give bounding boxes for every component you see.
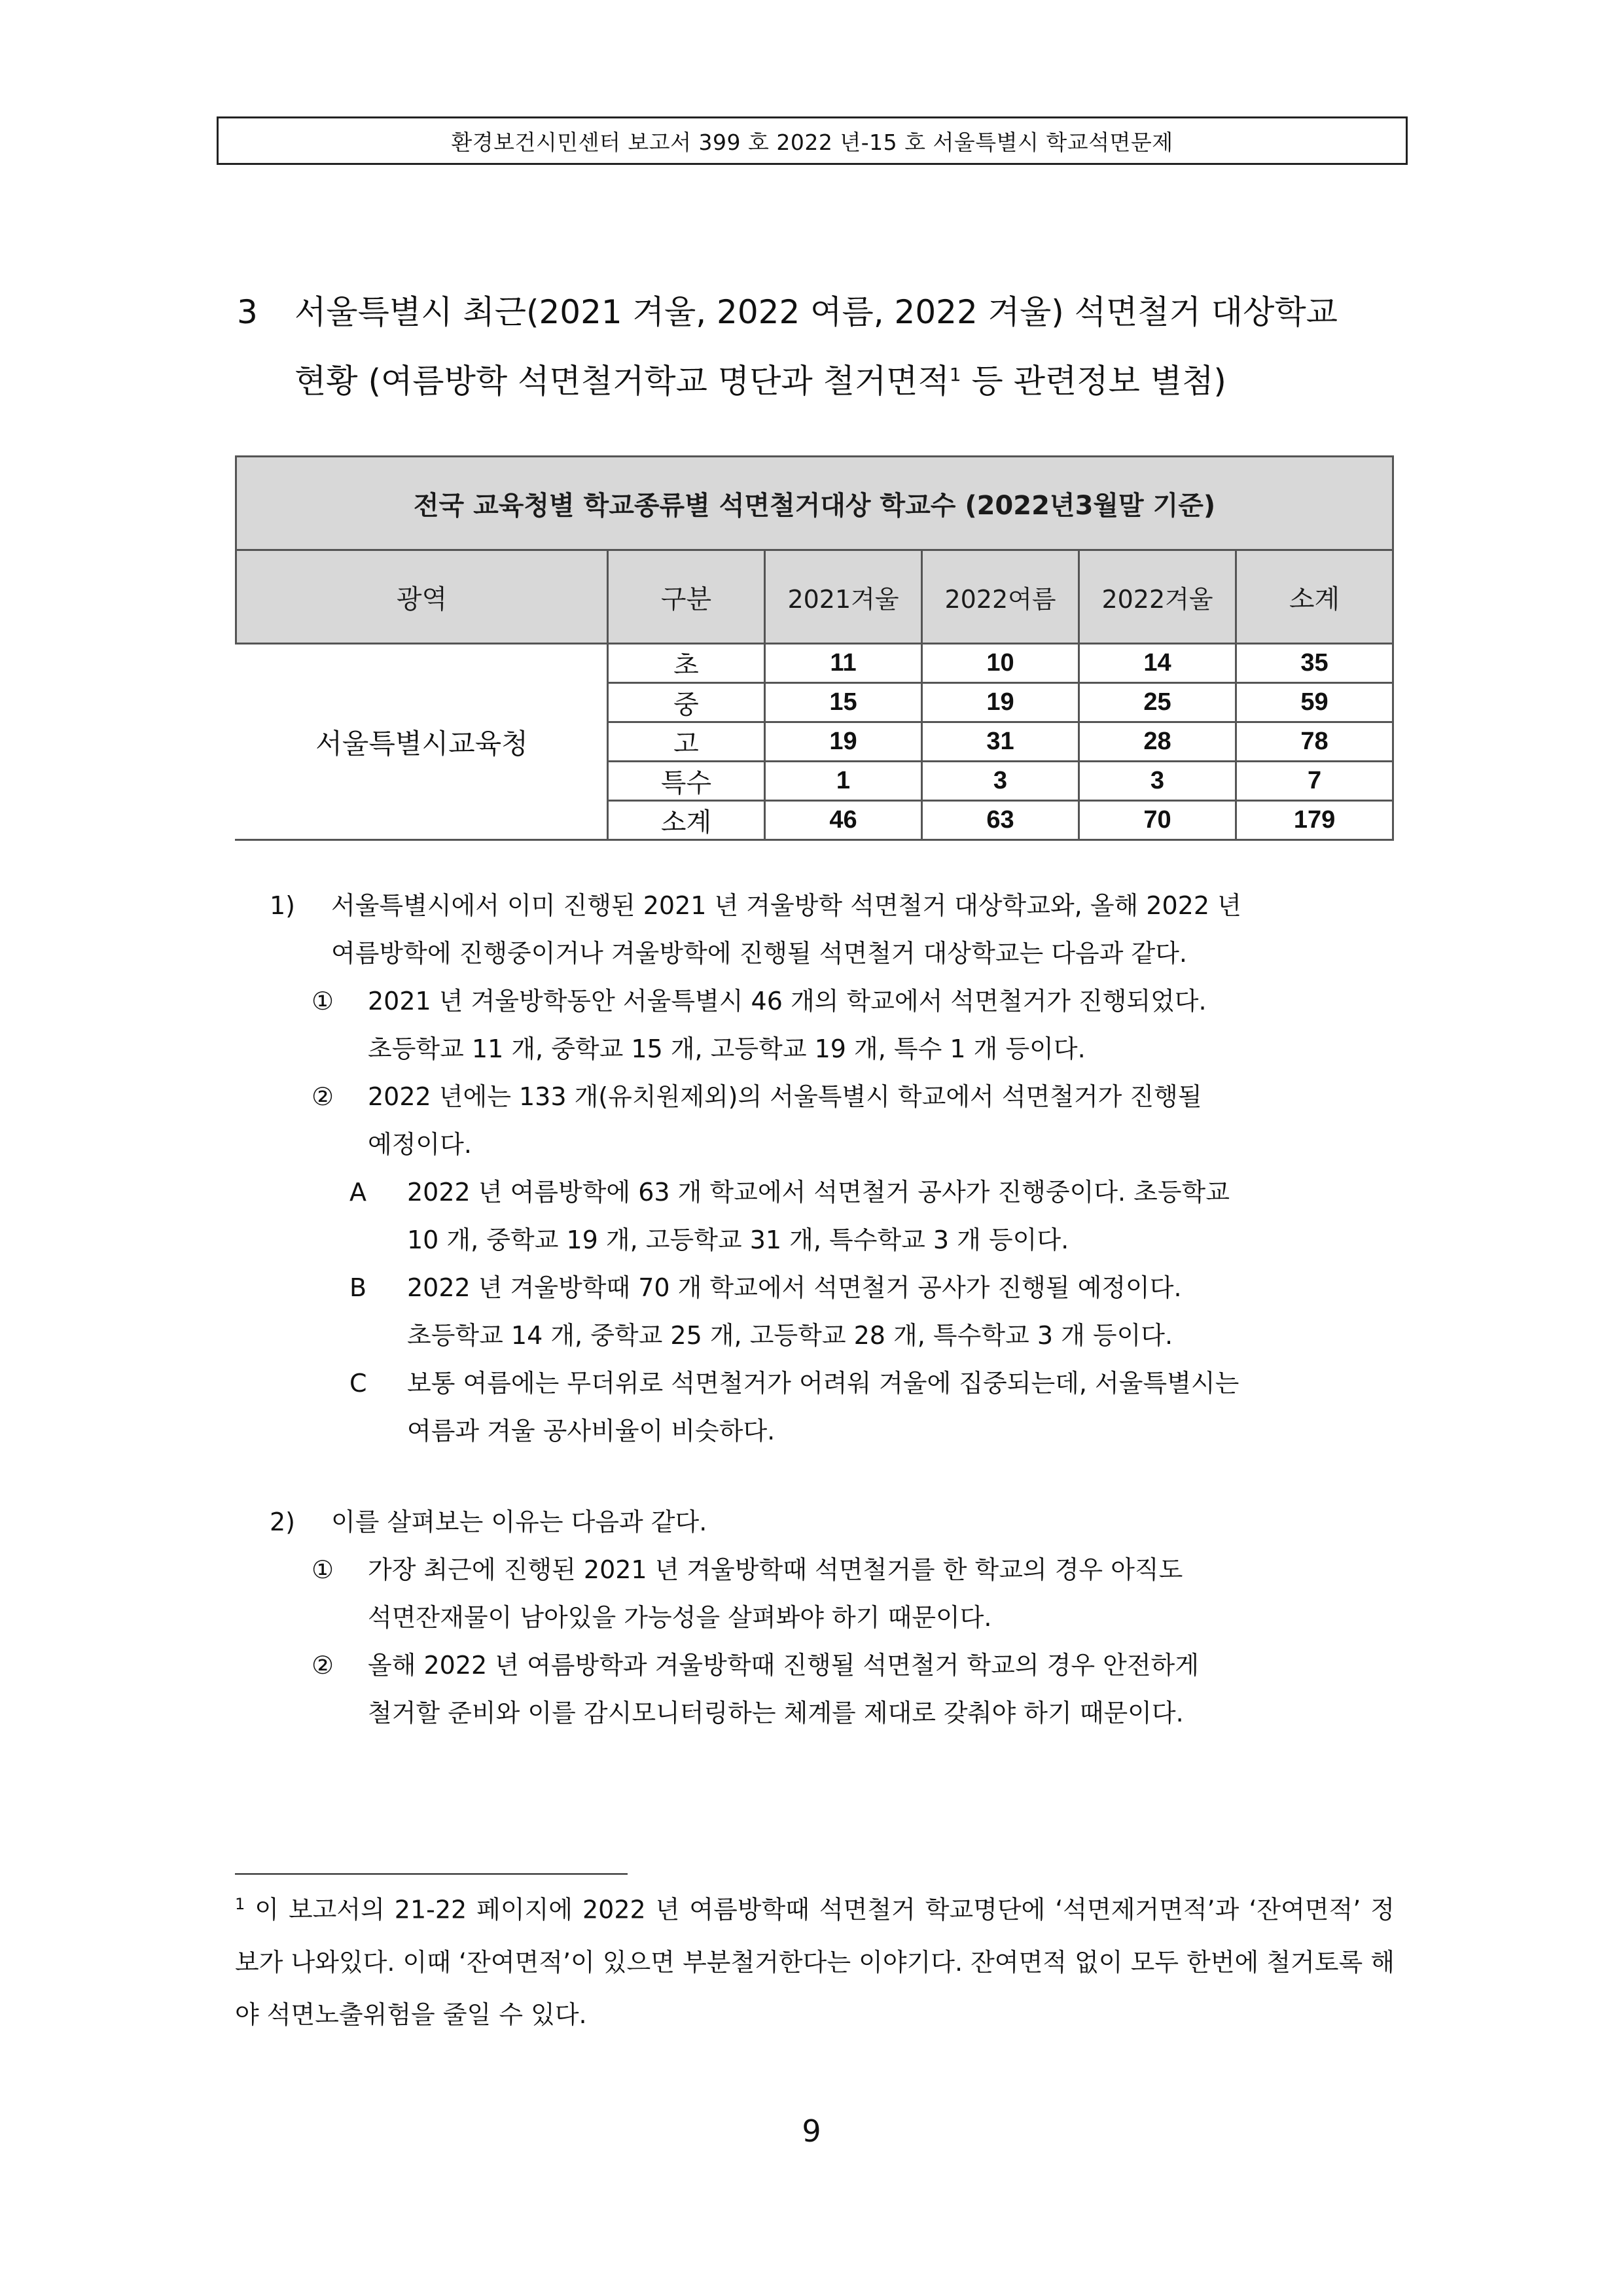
footnote-ref[interactable]: 1 bbox=[949, 364, 961, 385]
list-item-text: 초등학교 14 개, 중학교 25 개, 고등학교 28 개, 특수학교 3 개 등이다. bbox=[407, 1321, 1173, 1350]
list-item-text: 예정이다. bbox=[368, 1130, 472, 1159]
sub-marker: B bbox=[349, 1273, 367, 1302]
sub-marker: C bbox=[349, 1369, 367, 1398]
list-item-text: 2022 년 겨울방학때 70 개 학교에서 석면철거 공사가 진행될 예정이다. bbox=[407, 1273, 1182, 1302]
value-cell: 46 bbox=[765, 801, 922, 840]
sub-marker: ① bbox=[312, 1555, 334, 1584]
col-header-2021-winter: 2021겨울 bbox=[765, 550, 922, 644]
col-header-type: 구분 bbox=[608, 550, 765, 644]
stats-table-wrapper bbox=[235, 455, 1392, 841]
list-item-text: 여름방학에 진행중이거나 겨울방학에 진행될 석면철거 대상학교는 다음과 같다. bbox=[331, 939, 1187, 968]
section-title-text2a: 현황 (여름방학 석면철거학교 명단과 철거면적 bbox=[294, 362, 950, 400]
list-item-text: 철거할 준비와 이를 감시모니터링하는 체계를 제대로 갖춰야 하기 때문이다. bbox=[368, 1699, 1184, 1727]
total-cell: 78 bbox=[1236, 722, 1393, 762]
table-row bbox=[236, 644, 1393, 683]
list-item-text: 10 개, 중학교 19 개, 고등학교 31 개, 특수학교 3 개 등이다. bbox=[407, 1226, 1069, 1254]
type-cell: 초 bbox=[608, 644, 765, 683]
list-item-text: 보통 여름에는 무더위로 석면철거가 어려워 겨울에 집중되는데, 서울특별시는 bbox=[407, 1369, 1240, 1398]
value-cell: 10 bbox=[922, 644, 1079, 683]
value-cell: 63 bbox=[922, 801, 1079, 840]
section-title-text1: 서울특별시 최근(2021 겨울, 2022 여름, 2022 겨울) 석면철거 대상학교 bbox=[294, 293, 1338, 331]
list-item-text: 2022 년 여름방학에 63 개 학교에서 석면철거 공사가 진행중이다. 초등학교 bbox=[407, 1178, 1230, 1207]
list-item-text: 가장 최근에 진행된 2021 년 겨울방학때 석면철거를 한 학교의 경우 아직도 bbox=[368, 1555, 1183, 1584]
table-title-row bbox=[236, 457, 1393, 550]
total-cell: 35 bbox=[1236, 644, 1393, 683]
value-cell: 15 bbox=[765, 683, 922, 722]
type-cell: 소계 bbox=[608, 801, 765, 840]
sub-marker: ② bbox=[312, 1082, 334, 1111]
footnote-mark: 1 bbox=[235, 1895, 245, 1913]
list-item-text: 올해 2022 년 여름방학과 겨울방학때 진행될 석면철거 학교의 경우 안전하게 bbox=[368, 1651, 1199, 1680]
footnote-divider bbox=[235, 1873, 628, 1875]
sub-marker: A bbox=[349, 1178, 366, 1207]
report-header-text: 환경보건시민센터 보고서 399 호 2022 년-15 호 서울특별시 학교석면문제 bbox=[451, 129, 1173, 155]
value-cell: 14 bbox=[1079, 644, 1236, 683]
table-title: 전국 교육청별 학교종류별 석면철거대상 학교수 (2022년3월말 기준) bbox=[236, 457, 1393, 550]
value-cell: 25 bbox=[1079, 683, 1236, 722]
col-header-2022-summer: 2022여름 bbox=[922, 550, 1079, 644]
section-number: 3 bbox=[237, 293, 258, 331]
value-cell: 3 bbox=[1079, 762, 1236, 801]
value-cell: 3 bbox=[922, 762, 1079, 801]
total-cell: 59 bbox=[1236, 683, 1393, 722]
list-item-text: 2022 년에는 133 개(유치원제외)의 서울특별시 학교에서 석면철거가 진행될 bbox=[368, 1082, 1202, 1111]
value-cell: 70 bbox=[1079, 801, 1236, 840]
report-header bbox=[217, 116, 1408, 165]
sub-marker: ② bbox=[312, 1651, 334, 1680]
list-marker: 1) bbox=[270, 891, 296, 920]
col-header-region: 광역 bbox=[236, 550, 608, 644]
type-cell: 중 bbox=[608, 683, 765, 722]
col-header-2022-winter: 2022겨울 bbox=[1079, 550, 1236, 644]
list-item-text: 석면잔재물이 남아있을 가능성을 살펴봐야 하기 때문이다. bbox=[368, 1603, 992, 1632]
value-cell: 19 bbox=[922, 683, 1079, 722]
value-cell: 19 bbox=[765, 722, 922, 762]
section-title bbox=[237, 281, 1415, 413]
stats-table bbox=[235, 455, 1394, 841]
value-cell: 1 bbox=[765, 762, 922, 801]
value-cell: 31 bbox=[922, 722, 1079, 762]
page-number: 9 bbox=[802, 2113, 821, 2149]
list-item-text: 여름과 겨울 공사비율이 비슷하다. bbox=[407, 1417, 776, 1445]
table-header-row bbox=[236, 550, 1393, 644]
list-item-text: 이를 살펴보는 이유는 다음과 같다. bbox=[331, 1508, 707, 1536]
section-title-text2b: 등 관련정보 별첨) bbox=[961, 362, 1226, 400]
type-cell: 특수 bbox=[608, 762, 765, 801]
sub-marker: ① bbox=[312, 987, 334, 1016]
section-title-line2 bbox=[237, 344, 1415, 413]
total-cell: 7 bbox=[1236, 762, 1393, 801]
value-cell: 11 bbox=[765, 644, 922, 683]
col-header-subtotal: 소계 bbox=[1236, 550, 1393, 644]
list-item-text: 2021 년 겨울방학동안 서울특별시 46 개의 학교에서 석면철거가 진행되었다. bbox=[368, 987, 1207, 1016]
type-cell: 고 bbox=[608, 722, 765, 762]
list-item-text: 서울특별시에서 이미 진행된 2021 년 겨울방학 석면철거 대상학교와, 올해 2022 년 bbox=[331, 891, 1241, 920]
footnote bbox=[235, 1878, 1395, 2041]
section-title-line1 bbox=[237, 281, 1415, 344]
total-cell: 179 bbox=[1236, 801, 1393, 840]
region-cell: 서울특별시교육청 bbox=[236, 644, 608, 840]
value-cell: 28 bbox=[1079, 722, 1236, 762]
list-marker: 2) bbox=[270, 1508, 296, 1536]
list-item-text: 초등학교 11 개, 중학교 15 개, 고등학교 19 개, 특수 1 개 등이다. bbox=[368, 1034, 1086, 1063]
footnote-text: 이 보고서의 21-22 페이지에 2022 년 여름방학때 석면철거 학교명단에 ‘석면제거면적’과 ‘잔여면적’ 정보가 나와있다. 이때 ‘잔여면적’이 있으면 부분철거한다는 이야기다. 잔여면적 없이 모두 한번에 철거토록 해야 석면노출위험을 줄일 수 있다. bbox=[235, 1895, 1395, 2029]
